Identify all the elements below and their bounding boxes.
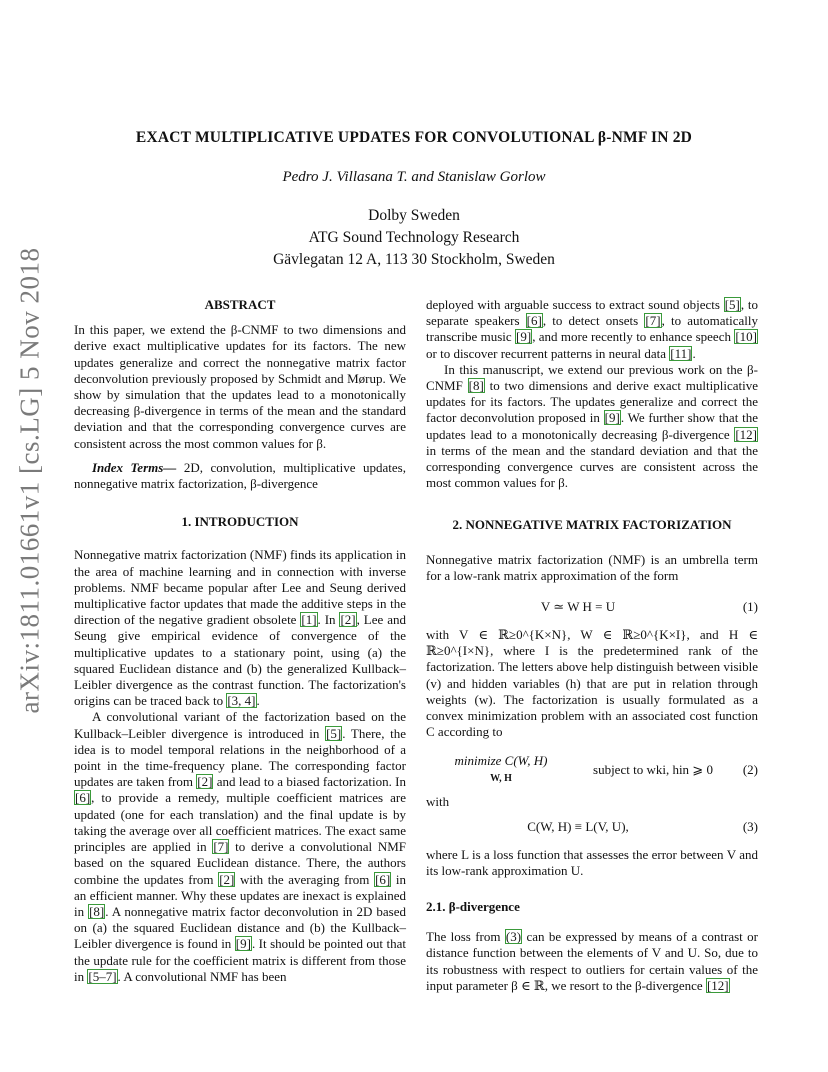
affiliation xyxy=(0,205,828,271)
citation-link[interactable]: [5–7] xyxy=(88,968,117,984)
equation-1-body: V ≃ W H = U xyxy=(540,598,616,614)
citation-link[interactable]: [7] xyxy=(213,839,229,855)
citation-link[interactable]: [5] xyxy=(724,297,740,312)
citation-link[interactable]: [12] xyxy=(735,426,757,442)
paper-title: EXACT MULTIPLICATIVE UPDATES FOR CONVOLUTIONAL β-NMF IN 2D xyxy=(135,129,693,146)
paper-authors: Pedro J. Villasana T. and Stanislaw Gorlow xyxy=(282,169,546,185)
citation-link[interactable]: [8] xyxy=(468,378,484,394)
citation-link[interactable]: [6] xyxy=(375,871,391,887)
citation-link[interactable]: [9] xyxy=(604,410,620,426)
citation-link[interactable]: [9] xyxy=(235,936,251,952)
citation-link[interactable]: [3, 4] xyxy=(227,693,256,709)
equation-2-constraint: subject to wki, hin ⩾ 0 xyxy=(593,762,713,778)
subsection-2-1-heading: 2.1. β-divergence xyxy=(426,899,520,915)
equation-3 xyxy=(426,815,758,839)
with-text: with xyxy=(426,794,450,810)
citation-link[interactable]: [2] xyxy=(340,612,356,628)
beta-paragraph: The loss from (3) can be expressed by means of a contrast or distance function between the elements of V and U. So, due to its robustness with respect to outliers for certain values of the input parameter β ∈ ℝ, we resort to the β-divergence [12] xyxy=(426,929,758,993)
nmf-paragraph-2: with V ∈ ℝ≥0^{K×N}, W ∈ ℝ≥0^{K×I}, and H ∈ ℝ≥0^{I×N}, where I is the predetermined rank of the factorization. The letters above help distinguish between visible (v) and hidden variables (h) that are put in relation through weights (w). The factorization is usually formulated as a convex minimization problem with an associated cost function C according to xyxy=(426,627,758,740)
citation-link[interactable]: [7] xyxy=(645,313,661,329)
citation-link[interactable]: [12] xyxy=(706,977,729,993)
abstract-heading: ABSTRACT xyxy=(204,297,276,312)
arxiv-sidebar-stamp xyxy=(8,247,52,713)
affiliation-dept: ATG Sound Technology Research xyxy=(308,229,520,246)
abstract-text: In this paper, we extend the β-CNMF to two dimensions and derive exact multiplicative updates for its factors. The new updates generalize and correct the nonnegative matrix factor deconvolution previously proposed by Schmidt and Mørup. We show by simulation that the updates lead to a monotonically decreasing β-divergence in terms of the mean and the standard deviation and that the corresponding convergence curves are consistent across the most common values for β. xyxy=(74,322,406,451)
citation-link[interactable]: [1] xyxy=(301,612,317,628)
citation-link[interactable]: [2] xyxy=(219,871,235,887)
citation-link[interactable]: [5] xyxy=(326,725,342,741)
intro-paragraph-3: deployed with arguable success to extract sound objects [5], to separate speakers [6], to detect onsets [7], to automatically transcribe music [9], and more recently to enhance speech [10] or to discover recurrent patterns in neural data [11]. xyxy=(426,297,758,361)
left-column xyxy=(74,297,406,985)
index-terms xyxy=(74,460,406,492)
citation-link[interactable]: [9] xyxy=(516,329,532,345)
index-terms-label: Index Terms— xyxy=(92,459,177,475)
arxiv-id: arXiv:1811.01661v1 [cs.LG] 5 Nov 2018 xyxy=(14,247,45,713)
citation-link[interactable]: [2] xyxy=(197,774,213,790)
equation-2-objective: minimize C(W, H) W, H xyxy=(454,753,548,785)
citation-link[interactable]: [6] xyxy=(526,313,542,329)
intro-paragraph-1: Nonnegative matrix factorization (NMF) finds its application in the area of machine learning and in connection with inverse problems. NMF became popular after Lee and Seung derived multiplicative factor updates that made the additive steps in the direction of the negative gradient obsolete [1]. In [2], Lee and Seung give empirical evidence of convergence of the multiplicative updates to a stationary point, using (a) the squared Euclidean distance and (b) the generalized Kullback–Leibler divergence as the contrast function. The factorization's origins can be traced back to [3, 4]. xyxy=(74,547,406,709)
equation-2-number: (2) xyxy=(742,762,758,778)
index-terms-text: 2D, convolution, multiplicative updates, nonnegative matrix factorization, β-divergence xyxy=(74,459,406,492)
citation-link[interactable]: [10] xyxy=(735,329,757,345)
equation-reference-link[interactable]: (3) xyxy=(505,929,522,945)
nmf-paragraph-3: where L is a loss function that assesses the error between V and its low-rank approximation U. xyxy=(426,846,758,878)
affiliation-org: Dolby Sweden xyxy=(368,207,460,224)
affiliation-address: Gävlegatan 12 A, 113 30 Stockholm, Sweden xyxy=(273,251,555,268)
citation-link[interactable]: [6] xyxy=(75,790,91,806)
intro-paragraph-4: In this manuscript, we extend our previous work on the β-CNMF [8] to two dimensions and derive exact multiplicative updates for its factors. The updates generalize and correct the factor deconvolution proposed in [9]. We further show that the updates lead to a monotonically decreasing β-divergence [12] in terms of the mean and the standard deviation and that the corresponding convergence curves are consistent across the most common values for β. xyxy=(426,361,758,491)
equation-3-number: (3) xyxy=(742,818,758,834)
nmf-paragraph-1: Nonnegative matrix factorization (NMF) is an umbrella term for a low-rank matrix approximation of the form xyxy=(426,551,758,583)
equation-1-number: (1) xyxy=(742,598,758,614)
section-1-heading: 1. INTRODUCTION xyxy=(181,514,299,530)
intro-paragraph-2: A convolutional variant of the factorization based on the Kullback–Leibler divergence is introduced in [5]. There, the idea is to model temporal relations in the neighborhood of a point in the time-frequency plane. The corresponding factor updates are taken from [2] and lead to a biased factorization. In [6], to provide a remedy, multiple coefficient matrices are updated (one for each translation) and the final update is by taking the average over all coefficient matrices. The exact same principles are applied in [7] to derive a convolutional NMF based on the squared Euclidean distance. There, the authors combine the updates from [2] with the averaging from [6] in an efficient manner. Why these updates are inexact is explained in [8]. A nonnegative matrix factor deconvolution in 2D based on (a) the squared Euclidean distance and (b) the Kullback–Leibler divergence is found in [9]. It should be pointed out that the update rule for the coefficient matrix is different from those in [5–7]. A convolutional NMF has been xyxy=(74,709,407,984)
citation-link[interactable]: [11] xyxy=(670,345,692,361)
equation-1 xyxy=(426,595,758,619)
equation-3-body: C(W, H) ≡ L(V, U), xyxy=(527,818,629,834)
citation-link[interactable]: [8] xyxy=(89,903,105,919)
equation-2 xyxy=(426,752,758,788)
section-2-heading: 2. NONNEGATIVE MATRIX FACTORIZATION xyxy=(452,517,732,533)
right-column xyxy=(426,297,758,994)
